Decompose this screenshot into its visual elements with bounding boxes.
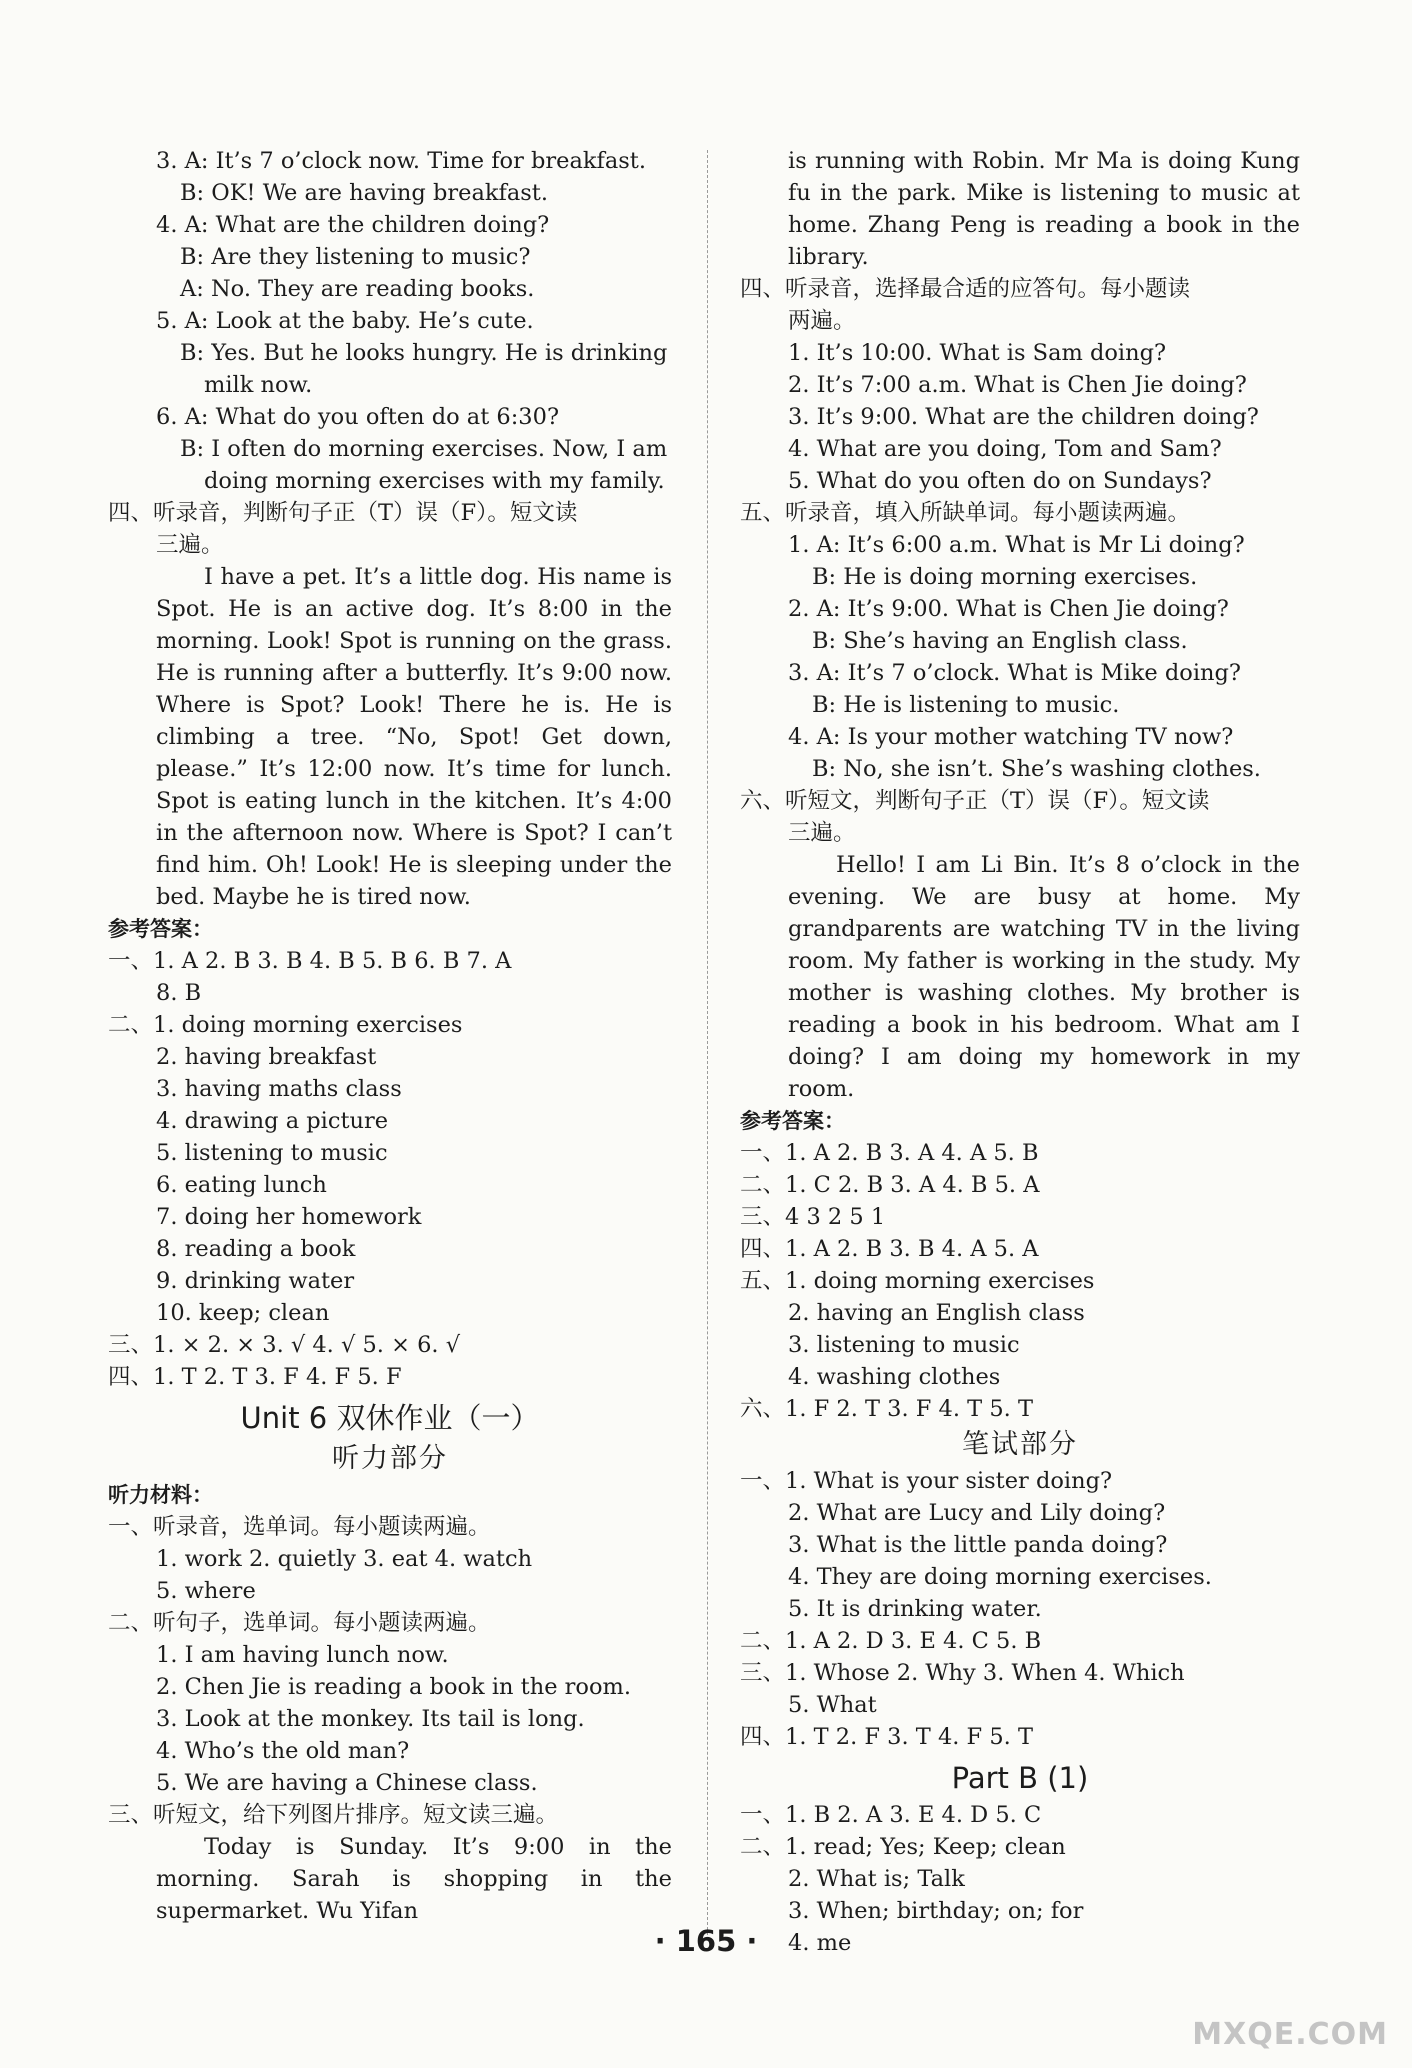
text-line: B: I often do morning exercises. Now, I am: [180, 436, 668, 462]
text-line: 一、1. A 2. B 3. B 4. B 5. B 6. B 7. A: [108, 948, 512, 974]
passage-paragraph: Hello! I am Li Bin. It’s 8 o’clock in the evening. We are busy at home. My grandparents are watching TV in the living room. My father is working in the study. My mother is washing clothes. My brother is reading a book in his bedroom. What am I doing? I am doing my homework in my room.: [788, 852, 1300, 1102]
text-line: 4. drawing a picture: [156, 1108, 389, 1134]
passage-paragraph: Today is Sunday. It’s 9:00 in the morning. Sarah is shopping in the supermarket. Wu Yifan: [156, 1834, 672, 1924]
text-line: 1. I am having lunch now.: [156, 1642, 449, 1668]
text-line: 一、1. A 2. B 3. A 4. A 5. B: [740, 1140, 1039, 1166]
passage-paragraph: is running with Robin. Mr Ma is doing Kung fu in the park. Mike is listening to music at home. Zhang Peng is reading a book in the library.: [788, 148, 1300, 270]
text-line: 二、听句子，选单词。每小题读两遍。: [108, 1610, 491, 1636]
left-column: [108, 145, 672, 1927]
text-line: 三遍。: [156, 532, 224, 558]
text-line: 5. What do you often do on Sundays?: [788, 468, 1212, 494]
text-line: 六、听短文，判断句子正（T）误（F）。短文读: [740, 788, 1210, 814]
text-line: B: No, she isn’t. She’s washing clothes.: [812, 756, 1261, 782]
text-line: 4. me: [788, 1930, 852, 1956]
text-line: 3. A: It’s 7 o’clock now. Time for breakfast.: [156, 148, 647, 174]
column-divider: [707, 150, 708, 1940]
right-column: [740, 145, 1300, 1959]
answer-key-heading: 参考答案：: [740, 1109, 845, 1133]
text-line: 2. A: It’s 9:00. What is Chen Jie doing?: [788, 596, 1229, 622]
text-line: B: He is doing morning exercises.: [812, 564, 1198, 590]
text-line: 两遍。: [788, 308, 856, 334]
text-line: 三、听短文，给下列图片排序。短文读三遍。: [108, 1802, 559, 1828]
text-line: 5. It is drinking water.: [788, 1596, 1042, 1622]
text-line: 三、1. Whose 2. Why 3. When 4. Which: [740, 1660, 1185, 1686]
text-line: 5. We are having a Chinese class.: [156, 1770, 538, 1796]
text-line: 8. B: [156, 980, 202, 1006]
text-line: 五、1. doing morning exercises: [740, 1268, 1095, 1294]
text-line: 1. It’s 10:00. What is Sam doing?: [788, 340, 1167, 366]
text-line: 3. Look at the monkey. Its tail is long.: [156, 1706, 585, 1732]
text-line: 四、听录音，选择最合适的应答句。每小题读: [740, 276, 1191, 302]
text-line: doing morning exercises with my family.: [204, 468, 665, 494]
text-line: 四、听录音，判断句子正（T）误（F）。短文读: [108, 500, 578, 526]
text-line: 二、1. read; Yes; Keep; clean: [740, 1834, 1066, 1860]
text-line: 4. What are you doing, Tom and Sam?: [788, 436, 1222, 462]
text-line: 二、1. A 2. D 3. E 4. C 5. B: [740, 1628, 1042, 1654]
text-line: 一、1. What is your sister doing?: [740, 1468, 1113, 1494]
text-line: 3. listening to music: [788, 1332, 1020, 1358]
text-line: 5. A: Look at the baby. He’s cute.: [156, 308, 534, 334]
text-line: 4. washing clothes: [788, 1364, 1001, 1390]
text-line: 3. When; birthday; on; for: [788, 1898, 1084, 1924]
text-line: 四、1. T 2. T 3. F 4. F 5. F: [108, 1364, 402, 1390]
text-line: 4. They are doing morning exercises.: [788, 1564, 1212, 1590]
text-line: 三遍。: [788, 820, 856, 846]
section-subtitle: 笔试部分: [962, 1429, 1078, 1460]
text-line: 6. eating lunch: [156, 1172, 327, 1198]
section-subtitle: 听力部分: [332, 1443, 448, 1474]
text-line: 4. Who’s the old man?: [156, 1738, 410, 1764]
text-line: B: She’s having an English class.: [812, 628, 1188, 654]
text-line: 2. Chen Jie is reading a book in the room.: [156, 1674, 632, 1700]
text-line: 3. A: It’s 7 o’clock. What is Mike doing?: [788, 660, 1241, 686]
text-line: 六、1. F 2. T 3. F 4. T 5. T: [740, 1396, 1033, 1422]
text-line: 三、1. × 2. × 3. √ 4. √ 5. × 6. √: [108, 1332, 461, 1358]
page-number: · 165 ·: [654, 1924, 758, 1958]
answer-key-heading: 参考答案：: [108, 917, 213, 941]
text-line: 1. work 2. quietly 3. eat 4. watch: [156, 1546, 533, 1572]
text-line: 3. What is the little panda doing?: [788, 1532, 1168, 1558]
text-line: 2. It’s 7:00 a.m. What is Chen Jie doing?: [788, 372, 1247, 398]
text-line: milk now.: [204, 372, 313, 398]
text-line: 四、1. T 2. F 3. T 4. F 5. T: [740, 1724, 1033, 1750]
text-line: 7. doing her homework: [156, 1204, 422, 1230]
watermark-logo: MXQE.COM: [1192, 2017, 1388, 2052]
text-line: 6. A: What do you often do at 6:30?: [156, 404, 560, 430]
text-line: 4. A: Is your mother watching TV now?: [788, 724, 1234, 750]
answer-key-heading: 听力材料：: [108, 1483, 213, 1507]
section-title: Part B (1): [951, 1761, 1089, 1795]
text-line: 9. drinking water: [156, 1268, 355, 1294]
text-line: 2. having an English class: [788, 1300, 1085, 1326]
text-line: 一、听录音，选单词。每小题读两遍。: [108, 1514, 491, 1540]
text-line: 5. What: [788, 1692, 877, 1718]
section-title: Unit 6 双休作业（一）: [240, 1401, 540, 1435]
text-line: 二、1. C 2. B 3. A 4. B 5. A: [740, 1172, 1040, 1198]
text-line: 8. reading a book: [156, 1236, 356, 1262]
text-line: 2. What is; Talk: [788, 1866, 965, 1892]
text-line: 3. It’s 9:00. What are the children doing?: [788, 404, 1259, 430]
text-line: 5. listening to music: [156, 1140, 388, 1166]
text-line: 2. having breakfast: [156, 1044, 377, 1070]
text-line: B: OK! We are having breakfast.: [180, 180, 548, 206]
text-line: 三、4 3 2 5 1: [740, 1204, 886, 1230]
text-line: 2. What are Lucy and Lily doing?: [788, 1500, 1166, 1526]
text-line: B: Are they listening to music?: [180, 244, 531, 270]
text-line: 四、1. A 2. B 3. B 4. A 5. A: [740, 1236, 1039, 1262]
passage-paragraph: I have a pet. It’s a little dog. His name is Spot. He is an active dog. It’s 8:00 in the morning. Look! Spot is running on the grass. He is running after a butterfly. It’s 9:00 now. Where is Spot? Look! There he is. He is climbing a tree. “No, Spot! Get down, please.” It’s 12:00 now. It’s time for lunch. Spot is eating lunch in the kitchen. It’s 4:00 in the afternoon now. Where is Spot? I can’t find him. Oh! Look! He is sleeping under the bed. Maybe he is tired now.: [156, 564, 672, 910]
text-line: B: Yes. But he looks hungry. He is drinking: [180, 340, 668, 366]
text-line: 1. A: It’s 6:00 a.m. What is Mr Li doing?: [788, 532, 1245, 558]
text-line: A: No. They are reading books.: [180, 276, 535, 302]
text-line: 5. where: [156, 1578, 256, 1604]
text-line: 一、1. B 2. A 3. E 4. D 5. C: [740, 1802, 1042, 1828]
text-line: 二、1. doing morning exercises: [108, 1012, 463, 1038]
text-line: 3. having maths class: [156, 1076, 402, 1102]
text-line: B: He is listening to music.: [812, 692, 1120, 718]
text-line: 五、听录音，填入所缺单词。每小题读两遍。: [740, 500, 1191, 526]
text-line: 4. A: What are the children doing?: [156, 212, 550, 238]
text-line: 10. keep; clean: [156, 1300, 330, 1326]
